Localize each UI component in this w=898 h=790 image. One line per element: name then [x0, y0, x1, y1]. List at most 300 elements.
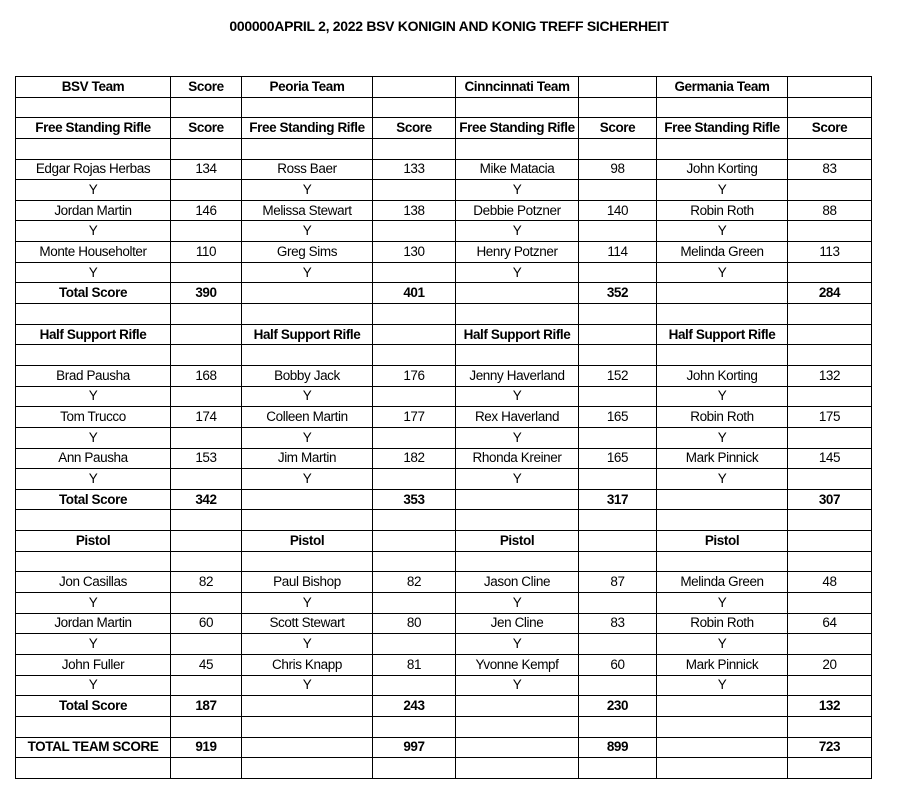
y-mark-row	[16, 221, 872, 242]
empty-cell	[373, 469, 456, 490]
empty-cell	[657, 737, 788, 758]
empty-cell	[788, 634, 872, 655]
empty-cell	[171, 510, 242, 531]
shooter-name: Jon Casillas	[16, 572, 171, 593]
empty-cell	[373, 510, 456, 531]
event-name: Pistol	[16, 531, 171, 552]
shooter-score: 165	[579, 448, 657, 469]
spacer-row	[16, 758, 872, 779]
section-total: 317	[579, 489, 657, 510]
y-mark: Y	[657, 427, 788, 448]
empty-cell	[788, 262, 872, 283]
shooter-name: Rex Haverland	[456, 407, 579, 428]
spacer-row	[16, 138, 872, 159]
empty-cell	[242, 489, 373, 510]
shooter-row	[16, 654, 872, 675]
spacer-row	[16, 97, 872, 118]
team-total: 997	[373, 737, 456, 758]
empty-cell	[579, 138, 657, 159]
spacer-row	[16, 716, 872, 737]
empty-cell	[171, 262, 242, 283]
shooter-name: Ann Pausha	[16, 448, 171, 469]
empty-cell	[579, 469, 657, 490]
total-score-label: Total Score	[16, 283, 171, 304]
shooter-name: Robin Roth	[657, 200, 788, 221]
empty-cell	[456, 138, 579, 159]
shooter-score: 60	[171, 613, 242, 634]
shooter-score: 174	[171, 407, 242, 428]
y-mark-row	[16, 634, 872, 655]
y-mark: Y	[16, 262, 171, 283]
empty-cell	[373, 324, 456, 345]
y-mark: Y	[16, 180, 171, 201]
shooter-score: 83	[788, 159, 872, 180]
empty-cell	[579, 510, 657, 531]
empty-cell	[16, 551, 171, 572]
shooter-name: Paul Bishop	[242, 572, 373, 593]
y-mark: Y	[456, 427, 579, 448]
empty-cell	[456, 758, 579, 779]
empty-cell	[579, 345, 657, 366]
empty-cell	[242, 696, 373, 717]
event-name: Free Standing Rifle	[16, 118, 171, 139]
shooter-name: John Korting	[657, 159, 788, 180]
section-total: 307	[788, 489, 872, 510]
empty-cell	[788, 386, 872, 407]
y-mark-row	[16, 180, 872, 201]
score-column-header	[373, 77, 456, 98]
y-mark: Y	[242, 593, 373, 614]
shooter-score: 165	[579, 407, 657, 428]
empty-cell	[171, 469, 242, 490]
empty-cell	[579, 531, 657, 552]
empty-cell	[171, 324, 242, 345]
team-total: 919	[171, 737, 242, 758]
empty-cell	[456, 551, 579, 572]
empty-cell	[171, 531, 242, 552]
empty-cell	[242, 138, 373, 159]
event-name: Pistol	[657, 531, 788, 552]
shooter-score: 152	[579, 365, 657, 386]
y-mark: Y	[657, 262, 788, 283]
empty-cell	[788, 427, 872, 448]
shooter-row	[16, 407, 872, 428]
shooter-score: 146	[171, 200, 242, 221]
empty-cell	[373, 304, 456, 325]
shooter-row	[16, 613, 872, 634]
shooter-name: Robin Roth	[657, 613, 788, 634]
y-mark: Y	[456, 262, 579, 283]
section-total: 132	[788, 696, 872, 717]
y-mark-row	[16, 469, 872, 490]
event-name: Free Standing Rifle	[657, 118, 788, 139]
y-mark: Y	[657, 221, 788, 242]
shooter-name: Jenny Haverland	[456, 365, 579, 386]
section-total: 352	[579, 283, 657, 304]
event-header-row	[16, 531, 872, 552]
y-mark: Y	[242, 675, 373, 696]
y-mark: Y	[242, 262, 373, 283]
team-header-row	[16, 77, 872, 98]
shooter-name: Melinda Green	[657, 572, 788, 593]
shooter-name: Chris Knapp	[242, 654, 373, 675]
empty-cell	[373, 138, 456, 159]
section-total: 230	[579, 696, 657, 717]
total-score-label: Total Score	[16, 696, 171, 717]
empty-cell	[16, 716, 171, 737]
team-name-header: Cinncinnati Team	[456, 77, 579, 98]
shooter-name: Edgar Rojas Herbas	[16, 159, 171, 180]
spacer-row	[16, 551, 872, 572]
score-label: Score	[373, 118, 456, 139]
empty-cell	[579, 262, 657, 283]
section-total: 401	[373, 283, 456, 304]
y-mark: Y	[456, 386, 579, 407]
shooter-score: 98	[579, 159, 657, 180]
team-total: 723	[788, 737, 872, 758]
y-mark: Y	[657, 634, 788, 655]
section-total: 390	[171, 283, 242, 304]
y-mark: Y	[242, 634, 373, 655]
y-mark: Y	[16, 469, 171, 490]
empty-cell	[373, 634, 456, 655]
y-mark: Y	[242, 469, 373, 490]
shooter-name: Jordan Martin	[16, 200, 171, 221]
empty-cell	[171, 304, 242, 325]
score-label: Score	[788, 118, 872, 139]
empty-cell	[373, 180, 456, 201]
team-name-header: Germania Team	[657, 77, 788, 98]
shooter-score: 81	[373, 654, 456, 675]
y-mark-row	[16, 427, 872, 448]
shooter-name: John Korting	[657, 365, 788, 386]
shooter-row	[16, 159, 872, 180]
y-mark: Y	[16, 427, 171, 448]
empty-cell	[456, 345, 579, 366]
shooter-name: John Fuller	[16, 654, 171, 675]
empty-cell	[456, 737, 579, 758]
empty-cell	[242, 97, 373, 118]
event-name: Half Support Rifle	[456, 324, 579, 345]
empty-cell	[788, 758, 872, 779]
y-mark: Y	[16, 221, 171, 242]
empty-cell	[788, 593, 872, 614]
empty-cell	[16, 97, 171, 118]
section-total: 342	[171, 489, 242, 510]
empty-cell	[242, 510, 373, 531]
shooter-score: 60	[579, 654, 657, 675]
empty-cell	[657, 283, 788, 304]
empty-cell	[373, 345, 456, 366]
empty-cell	[579, 593, 657, 614]
empty-cell	[579, 180, 657, 201]
empty-cell	[171, 97, 242, 118]
empty-cell	[579, 221, 657, 242]
empty-cell	[373, 551, 456, 572]
empty-cell	[579, 97, 657, 118]
y-mark: Y	[657, 386, 788, 407]
shooter-name: Jordan Martin	[16, 613, 171, 634]
empty-cell	[171, 138, 242, 159]
empty-cell	[373, 386, 456, 407]
shooter-score: 114	[579, 242, 657, 263]
y-mark-row	[16, 386, 872, 407]
empty-cell	[579, 634, 657, 655]
section-total: 284	[788, 283, 872, 304]
section-total: 353	[373, 489, 456, 510]
shooter-score: 153	[171, 448, 242, 469]
shooter-name: Brad Pausha	[16, 365, 171, 386]
shooter-score: 110	[171, 242, 242, 263]
y-mark: Y	[456, 221, 579, 242]
shooter-name: Monte Householter	[16, 242, 171, 263]
team-name-header: Peoria Team	[242, 77, 373, 98]
score-label: Score	[171, 118, 242, 139]
empty-cell	[16, 510, 171, 531]
score-sheet-body	[16, 77, 872, 779]
empty-cell	[171, 180, 242, 201]
empty-cell	[16, 758, 171, 779]
empty-cell	[657, 551, 788, 572]
empty-cell	[657, 510, 788, 531]
shooter-score: 145	[788, 448, 872, 469]
empty-cell	[171, 634, 242, 655]
y-mark: Y	[242, 386, 373, 407]
shooter-score: 176	[373, 365, 456, 386]
event-header-row	[16, 324, 872, 345]
y-mark: Y	[242, 427, 373, 448]
empty-cell	[242, 737, 373, 758]
y-mark: Y	[242, 180, 373, 201]
score-column-header	[579, 77, 657, 98]
event-name: Half Support Rifle	[16, 324, 171, 345]
empty-cell	[788, 97, 872, 118]
empty-cell	[373, 531, 456, 552]
shooter-score: 80	[373, 613, 456, 634]
shooter-name: Colleen Martin	[242, 407, 373, 428]
shooter-row	[16, 572, 872, 593]
empty-cell	[579, 324, 657, 345]
shooter-name: Mark Pinnick	[657, 654, 788, 675]
shooter-name: Bobby Jack	[242, 365, 373, 386]
empty-cell	[788, 716, 872, 737]
empty-cell	[373, 427, 456, 448]
shooter-name: Yvonne Kempf	[456, 654, 579, 675]
shooter-score: 133	[373, 159, 456, 180]
y-mark-row	[16, 675, 872, 696]
y-mark: Y	[456, 469, 579, 490]
empty-cell	[579, 716, 657, 737]
shooter-score: 168	[171, 365, 242, 386]
empty-cell	[788, 675, 872, 696]
shooter-row	[16, 365, 872, 386]
shooter-name: Henry Potzner	[456, 242, 579, 263]
empty-cell	[657, 489, 788, 510]
page-title: 000000APRIL 2, 2022 BSV KONIGIN AND KONIG TREFF SICHERHEIT	[229, 18, 669, 34]
empty-cell	[242, 304, 373, 325]
empty-cell	[788, 221, 872, 242]
shooter-name: Debbie Potzner	[456, 200, 579, 221]
empty-cell	[373, 221, 456, 242]
shooter-name: Jen Cline	[456, 613, 579, 634]
section-total: 187	[171, 696, 242, 717]
empty-cell	[171, 427, 242, 448]
event-name: Free Standing Rifle	[242, 118, 373, 139]
empty-cell	[456, 283, 579, 304]
empty-cell	[171, 551, 242, 572]
empty-cell	[657, 304, 788, 325]
total-team-score-row	[16, 737, 872, 758]
empty-cell	[373, 716, 456, 737]
empty-cell	[373, 97, 456, 118]
total-score-row	[16, 696, 872, 717]
empty-cell	[657, 758, 788, 779]
shooter-row	[16, 242, 872, 263]
y-mark: Y	[657, 180, 788, 201]
empty-cell	[657, 138, 788, 159]
empty-cell	[16, 304, 171, 325]
empty-cell	[16, 345, 171, 366]
shooter-name: Robin Roth	[657, 407, 788, 428]
empty-cell	[657, 345, 788, 366]
shooter-score: 113	[788, 242, 872, 263]
spacer-row	[16, 510, 872, 531]
shooter-score: 64	[788, 613, 872, 634]
empty-cell	[373, 593, 456, 614]
empty-cell	[242, 283, 373, 304]
y-mark: Y	[657, 469, 788, 490]
shooter-name: Rhonda Kreiner	[456, 448, 579, 469]
empty-cell	[788, 510, 872, 531]
empty-cell	[456, 489, 579, 510]
empty-cell	[373, 675, 456, 696]
shooter-score: 83	[579, 613, 657, 634]
event-name: Half Support Rifle	[242, 324, 373, 345]
empty-cell	[456, 696, 579, 717]
empty-cell	[579, 304, 657, 325]
empty-cell	[171, 345, 242, 366]
empty-cell	[788, 138, 872, 159]
total-score-row	[16, 283, 872, 304]
empty-cell	[456, 97, 579, 118]
shooter-score: 82	[373, 572, 456, 593]
event-name: Free Standing Rifle	[456, 118, 579, 139]
score-column-header: Score	[171, 77, 242, 98]
y-mark: Y	[456, 675, 579, 696]
shooter-score: 140	[579, 200, 657, 221]
empty-cell	[242, 716, 373, 737]
shooter-name: Mike Matacia	[456, 159, 579, 180]
empty-cell	[171, 675, 242, 696]
empty-cell	[171, 593, 242, 614]
score-sheet-table	[15, 76, 872, 779]
shooter-score: 177	[373, 407, 456, 428]
shooter-score: 134	[171, 159, 242, 180]
event-header-row	[16, 118, 872, 139]
empty-cell	[788, 345, 872, 366]
shooter-name: Greg Sims	[242, 242, 373, 263]
empty-cell	[657, 716, 788, 737]
empty-cell	[456, 304, 579, 325]
shooter-name: Melissa Stewart	[242, 200, 373, 221]
total-team-score-label: TOTAL TEAM SCORE	[16, 737, 171, 758]
y-mark: Y	[16, 593, 171, 614]
y-mark: Y	[657, 593, 788, 614]
shooter-score: 45	[171, 654, 242, 675]
y-mark: Y	[16, 634, 171, 655]
y-mark: Y	[456, 634, 579, 655]
empty-cell	[171, 758, 242, 779]
empty-cell	[242, 758, 373, 779]
empty-cell	[788, 180, 872, 201]
y-mark: Y	[456, 593, 579, 614]
empty-cell	[171, 386, 242, 407]
shooter-score: 82	[171, 572, 242, 593]
event-name: Half Support Rifle	[657, 324, 788, 345]
shooter-score: 130	[373, 242, 456, 263]
empty-cell	[579, 386, 657, 407]
empty-cell	[16, 138, 171, 159]
y-mark: Y	[456, 180, 579, 201]
shooter-score: 175	[788, 407, 872, 428]
empty-cell	[788, 531, 872, 552]
empty-cell	[242, 551, 373, 572]
empty-cell	[373, 758, 456, 779]
empty-cell	[788, 324, 872, 345]
event-name: Pistol	[456, 531, 579, 552]
y-mark: Y	[16, 675, 171, 696]
shooter-name: Ross Baer	[242, 159, 373, 180]
shooter-score: 20	[788, 654, 872, 675]
empty-cell	[657, 97, 788, 118]
empty-cell	[171, 221, 242, 242]
score-column-header	[788, 77, 872, 98]
y-mark: Y	[657, 675, 788, 696]
empty-cell	[242, 345, 373, 366]
shooter-name: Mark Pinnick	[657, 448, 788, 469]
shooter-row	[16, 200, 872, 221]
shooter-score: 87	[579, 572, 657, 593]
empty-cell	[788, 304, 872, 325]
shooter-row	[16, 448, 872, 469]
empty-cell	[456, 510, 579, 531]
empty-cell	[788, 551, 872, 572]
empty-cell	[579, 758, 657, 779]
spacer-row	[16, 304, 872, 325]
shooter-score: 132	[788, 365, 872, 386]
shooter-score: 88	[788, 200, 872, 221]
shooter-name: Melinda Green	[657, 242, 788, 263]
empty-cell	[456, 716, 579, 737]
score-label: Score	[579, 118, 657, 139]
y-mark: Y	[242, 221, 373, 242]
shooter-name: Jim Martin	[242, 448, 373, 469]
shooter-name: Scott Stewart	[242, 613, 373, 634]
empty-cell	[373, 262, 456, 283]
empty-cell	[171, 716, 242, 737]
team-name-header: BSV Team	[16, 77, 171, 98]
y-mark-row	[16, 262, 872, 283]
empty-cell	[579, 675, 657, 696]
y-mark-row	[16, 593, 872, 614]
shooter-score: 138	[373, 200, 456, 221]
spacer-row	[16, 345, 872, 366]
team-total: 899	[579, 737, 657, 758]
shooter-name: Jason Cline	[456, 572, 579, 593]
empty-cell	[788, 469, 872, 490]
shooter-score: 182	[373, 448, 456, 469]
total-score-row	[16, 489, 872, 510]
